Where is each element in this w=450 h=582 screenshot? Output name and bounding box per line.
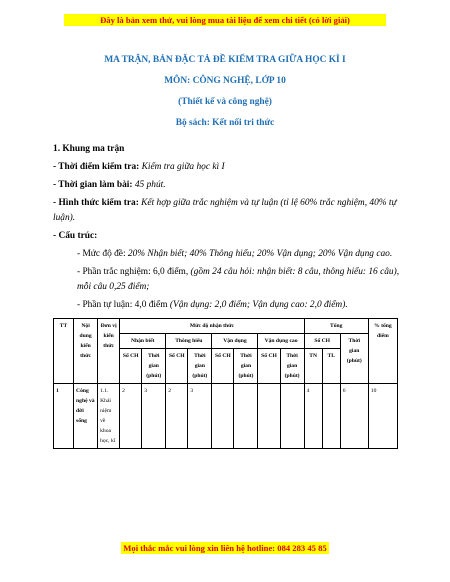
header-th-so-ch: Số CH xyxy=(166,349,188,384)
table-header-row-1 xyxy=(54,319,398,334)
structure-label: - Cấu trúc: xyxy=(53,231,98,241)
structure-bullet-3 xyxy=(53,298,403,313)
row-total-time: 6 xyxy=(340,384,368,449)
row-vdc-time xyxy=(280,384,304,449)
book-series-line: Bộ sách: Kết nối tri thức xyxy=(175,118,275,128)
structure-line xyxy=(53,229,403,244)
subtitle-line: (Thiết kế và công nghệ) xyxy=(178,97,272,107)
row-vd-time xyxy=(234,384,258,449)
row-percent: 10 xyxy=(368,384,397,449)
header-vdc-so-ch: Số CH xyxy=(258,349,280,384)
format-value: Kết hợp giữa trắc nghiệm và tự luận (tỉ lệ 60% trắc nghiệm, 40% tự luận). xyxy=(53,198,397,223)
header-content: Nội dung kiến thức xyxy=(74,319,98,384)
header-time-total: Thời gian (phút) xyxy=(340,334,368,384)
document-title: MA TRẬN, BẢN ĐẶC TẢ ĐỀ KIỂM TRA GIỮA HỌC KÌ I xyxy=(104,55,346,65)
subject-line: MÔN: CÔNG NGHỆ, LỚP 10 xyxy=(164,76,286,86)
hotline-footer xyxy=(0,543,450,553)
structure-bullet-2 xyxy=(53,265,403,295)
row-unit: 1.1. Khái niệm về khoa học, kĩ xyxy=(98,384,120,449)
header-van-dung-cao: Vận dụng cao xyxy=(258,334,304,349)
row-vd-so-ch xyxy=(212,384,234,449)
header-tl: TL xyxy=(322,349,340,384)
row-nb-time: 3 xyxy=(142,384,166,449)
header-van-dung: Vận dụng xyxy=(212,334,258,349)
bullet-1-value: 20% Nhận biết; 40% Thông hiểu; 20% Vận dụng; 20% Vận dụng cao. xyxy=(127,249,393,259)
header-vd-so-ch: Số CH xyxy=(212,349,234,384)
document-body xyxy=(53,142,403,316)
header-tn: TN xyxy=(304,349,322,384)
header-th-time: Thời gian (phút) xyxy=(188,349,212,384)
duration-value: 45 phút. xyxy=(132,180,166,190)
duration-label: - Thời gian làm bài: xyxy=(53,180,133,190)
exam-time-line xyxy=(53,160,403,175)
bullet-1-prefix: - Mức độ đề: xyxy=(77,249,128,259)
header-percent: % tổng điểm xyxy=(368,319,397,384)
row-vdc-so-ch xyxy=(258,384,280,449)
row-content: Công nghệ và đời sống xyxy=(74,384,98,449)
header-total: Tổng xyxy=(304,319,368,334)
bullet-3-prefix: - Phần tự luận: 4,0 điểm xyxy=(77,300,170,310)
header-nb-so-ch: Số CH xyxy=(120,349,142,384)
preview-banner: Đây là bản xem thử, vui lòng mua tài liệu để xem chi tiết (có lời giải) xyxy=(64,14,386,26)
header-so-ch-total: Số CH xyxy=(304,334,340,349)
bullet-3-value: (Vận dụng: 2,0 điểm; Vận dụng cao: 2,0 điểm). xyxy=(169,300,348,310)
header-unit: Đơn vị kiến thức xyxy=(98,319,120,384)
exam-time-value: Kiểm tra giữa học kì I xyxy=(139,162,225,172)
format-line xyxy=(53,196,403,226)
format-label: - Hình thức kiểm tra: xyxy=(53,198,139,208)
header-level: Mức độ nhận thức xyxy=(120,319,304,334)
row-nb-so-ch: 2 xyxy=(120,384,142,449)
bullet-2-value: (gồm 24 câu hỏi: nhận biết: 8 câu, thông hiểu: 16 câu), mỗi câu 0,25 điểm; xyxy=(77,267,400,292)
structure-bullet-1 xyxy=(53,247,403,262)
header-vdc-time: Thời gian (phút) xyxy=(280,349,304,384)
row-th-so-ch: 2 xyxy=(166,384,188,449)
row-th-time: 3 xyxy=(188,384,212,449)
row-tn: 4 xyxy=(304,384,322,449)
assessment-matrix-table xyxy=(53,318,398,449)
header-tt: TT xyxy=(54,319,74,384)
row-tl xyxy=(322,384,340,449)
section-title: 1. Khung ma trận xyxy=(53,144,125,154)
hotline-text: Mọi thắc mắc vui lòng xin liên hệ hotline: 084 283 45 85 xyxy=(123,543,327,553)
bullet-2-prefix: - Phần trắc nghiệm: 6,0 điểm, xyxy=(77,267,191,277)
header-nhan-biet: Nhận biết xyxy=(120,334,166,349)
header-thong-hieu: Thông hiểu xyxy=(166,334,212,349)
header-nb-time: Thời gian (phút) xyxy=(142,349,166,384)
table-row xyxy=(54,384,398,449)
row-tt: 1 xyxy=(54,384,74,449)
exam-time-label: - Thời điểm kiểm tra: xyxy=(53,162,140,172)
header-vd-time: Thời gian (phút) xyxy=(234,349,258,384)
duration-line xyxy=(53,178,403,193)
